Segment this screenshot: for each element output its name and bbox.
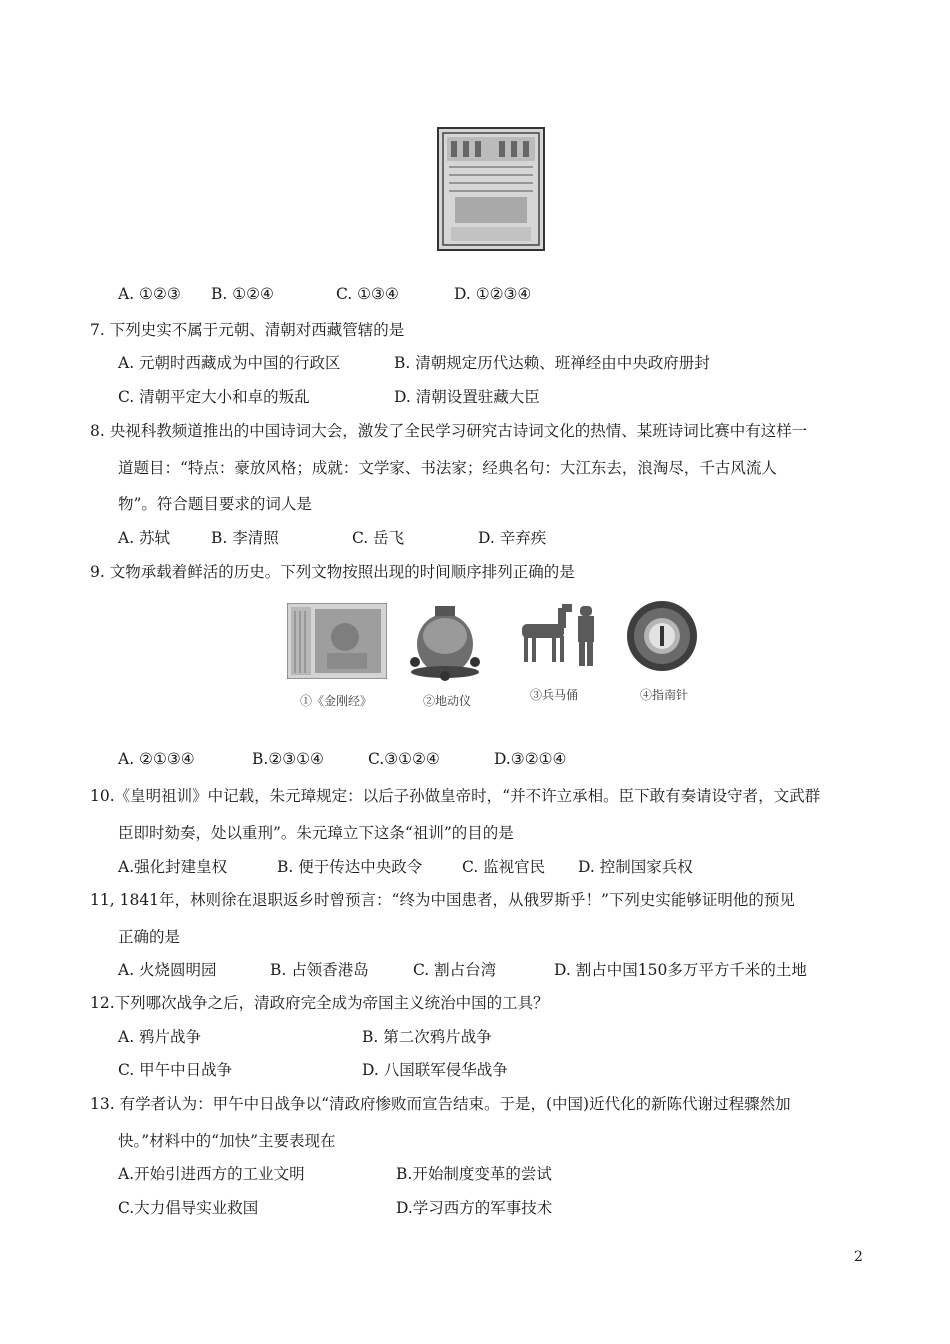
q10-option-b: B. 便于传达中央政令 — [277, 858, 423, 876]
caption-compass: ④指南针 — [640, 688, 689, 702]
q12-option-a: A. 鸦片战争 — [118, 1028, 202, 1046]
q10-option-a: A.强化封建皇权 — [118, 858, 228, 876]
q6-option-b: B. ①②④ — [211, 285, 274, 303]
q13-option-d: D.学习西方的军事技术 — [396, 1199, 553, 1217]
caption-seismograph: ②地动仪 — [423, 694, 472, 708]
q7-option-b: B. 清朝规定历代达赖、班禅经由中央政府册封 — [394, 354, 710, 372]
q11-stem-line-1: 11, 1841年，林则徐在退职返乡时曾预言：“终为中国患者，从俄罗斯乎！”下列史实能够证明他的预见 — [90, 891, 795, 909]
q9-option-d: D.③②①④ — [494, 750, 567, 768]
q9-option-c: C.③①②④ — [368, 750, 440, 768]
q9-option-b: B.②③①④ — [252, 750, 324, 768]
q13-option-b: B.开始制度变革的尝试 — [396, 1165, 552, 1183]
q12-option-c: C. 甲午中日战争 — [118, 1061, 233, 1079]
q8-stem-line-2: 道题目：“特点：豪放风格；成就：文学家、书法家；经典名句：大江东去，浪淘尽，千古风流人 — [118, 459, 777, 477]
q6-option-d: D. ①②③④ — [454, 285, 532, 303]
caption-terracotta-army: ③兵马俑 — [530, 688, 579, 702]
q10-option-d: D. 控制国家兵权 — [578, 858, 693, 876]
q9-option-a: A. ②①③④ — [118, 750, 195, 768]
q11-option-c: C. 割占台湾 — [413, 961, 497, 979]
q6-option-c: C. ①③④ — [336, 285, 399, 303]
q13-stem-line-2: 快。”材料中的“加快”主要表现在 — [118, 1132, 336, 1150]
q11-option-a: A. 火烧圆明园 — [118, 961, 217, 979]
q7-option-c: C. 清朝平定大小和卓的叛乱 — [118, 388, 310, 406]
compass-image — [626, 600, 698, 672]
q13-option-c: C.大力倡导实业救国 — [118, 1199, 259, 1217]
q9-stem: 9. 文物承载着鲜活的历史。下列文物按照出现的时间顺序排列正确的是 — [90, 563, 575, 581]
q11-option-b: B. 占领香港岛 — [270, 961, 369, 979]
caption-diamond-sutra: ①《金刚经》 — [300, 694, 373, 708]
q8-stem-line-3: 物”。符合题目要求的词人是 — [118, 495, 312, 513]
q8-option-c: C. 岳飞 — [352, 529, 405, 547]
paper-money-image — [437, 127, 545, 251]
q6-option-a: A. ①②③ — [118, 285, 181, 303]
q11-stem-line-2: 正确的是 — [118, 928, 181, 946]
q12-option-b: B. 第二次鸦片战争 — [362, 1028, 492, 1046]
page-number: 2 — [854, 1249, 863, 1265]
q7-option-a: A. 元朝时西藏成为中国的行政区 — [118, 354, 341, 372]
q10-option-c: C. 监视官民 — [462, 858, 546, 876]
q10-stem-line-1: 10.《皇明祖训》中记载，朱元璋规定：以后子孙做皇帝时，“并不许立承相。臣下敢有奏请设守者，文武群 — [90, 787, 821, 805]
q13-option-a: A.开始引进西方的工业文明 — [118, 1165, 305, 1183]
q8-option-a: A. 苏轼 — [118, 529, 171, 547]
q8-stem-line-1: 8. 央视科教频道推出的中国诗词大会，激发了全民学习研究古诗词文化的热情、某班诗词比赛中有这样一 — [90, 422, 808, 440]
q8-option-b: B. 李清照 — [211, 529, 279, 547]
q7-stem: 7. 下列史实不属于元朝、清朝对西藏管辖的是 — [90, 321, 405, 339]
q12-stem: 12.下列哪次战争之后，清政府完全成为帝国主义统治中国的工具？ — [90, 994, 549, 1012]
diamond-sutra-image — [287, 603, 387, 679]
q12-option-d: D. 八国联军侵华战争 — [362, 1061, 508, 1079]
q11-option-d: D. 割占中国150多万平方千米的土地 — [554, 961, 807, 979]
q13-stem-line-1: 13. 有学者认为：甲午中日战争以“清政府惨败而宣告结束。于是，(中国)近代化的新陈代谢过程骤然加 — [90, 1095, 791, 1113]
q10-stem-line-2: 臣即时劾奏，处以重刑”。朱元璋立下这条“祖训”的目的是 — [118, 824, 514, 842]
seismograph-image — [405, 600, 485, 682]
q7-option-d: D. 清朝设置驻藏大臣 — [394, 388, 540, 406]
q8-option-d: D. 辛弃疾 — [478, 529, 547, 547]
terracotta-army-image — [512, 600, 604, 670]
